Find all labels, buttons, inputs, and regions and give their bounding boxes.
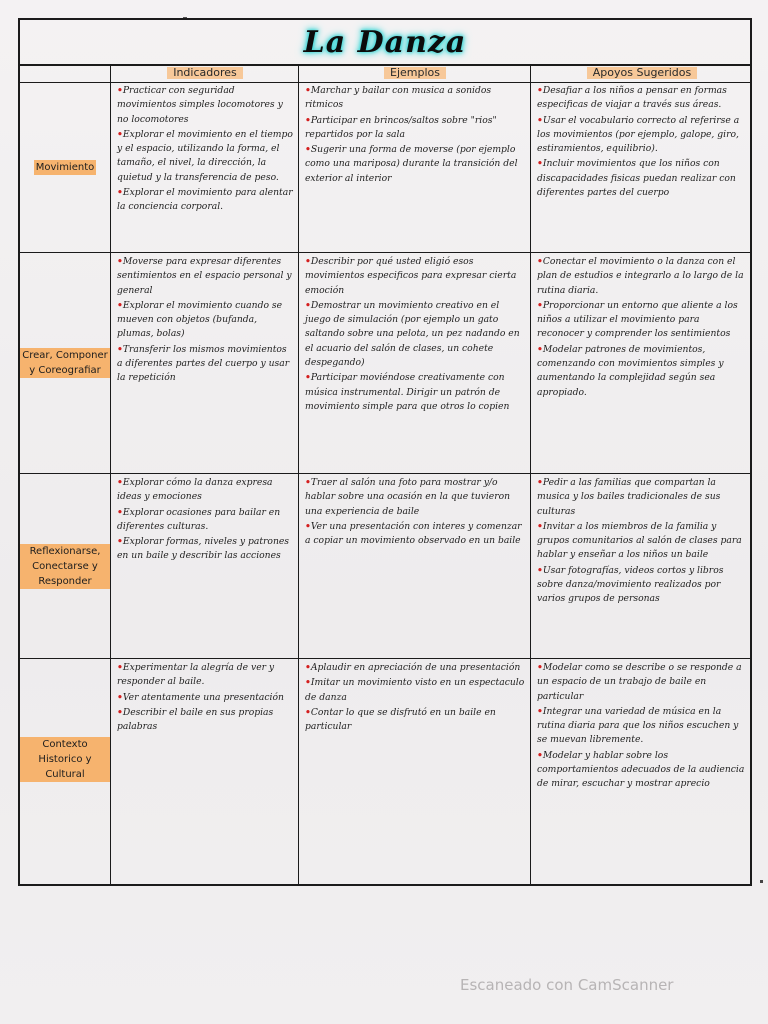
list-item: •Pedir a las familias que compartan la musica y los bailes tradicionales de sus culturas [537, 477, 721, 517]
column-divider [530, 64, 531, 884]
list-item: •Integrar una variedad de música en la rutina diaria para que los niños escuchen y se muevan libremente. [537, 705, 739, 746]
header-indicadores-label: Indicadores [167, 67, 243, 79]
list-item: •Explorar el movimiento cuando se mueven con objetos (bufanda, plumas, bolas) [117, 299, 283, 340]
cell-indicadores [112, 82, 298, 252]
list-item: •Demostrar un movimiento creativo en el juego de simulación (por ejemplo un gato saltando sobre una pelota, un pez nadando en el acuario del salón de clases, un cohete despegando) [305, 299, 520, 369]
row-label-reflexionarse [20, 474, 110, 658]
list-item: •Marchar y bailar con musica a sonidos ritmicos [305, 85, 492, 111]
row-label-text: Reflexionarse, Conectarse y Responder [20, 544, 110, 589]
cell-apoyos [532, 253, 752, 473]
list-item: •Explorar el movimiento para alentar la conciencia corporal. [117, 187, 293, 213]
column-divider [298, 64, 299, 884]
list-item: •Contar lo que se disfrutó en un baile en particular [305, 706, 496, 733]
title-row [20, 20, 750, 66]
list-item: •Usar el vocabulario correcto al referirse a los movimientos (por ejemplo, galope, giro, estiramientos, equilibrio). [537, 114, 740, 155]
list-item: •Imitar un movimiento visto en un espectaculo de danza [305, 677, 525, 703]
list-item: •Transferir los mismos movimientos a diferentes partes del cuerpo y usar la repetición [117, 343, 290, 384]
list-item: •Describir el baile en sus propias palabras [117, 706, 274, 733]
list-item: •Proporcionar un entorno que aliente a los niños a utilizar el movimiento para reconocer y comprender los sentimientos [537, 299, 738, 340]
cell-indicadores [112, 474, 298, 658]
list-item: •Desafiar a los niños a pensar en formas especificas de viajar a través sus áreas. [537, 85, 727, 111]
scanner-watermark: Escaneado con CamScanner [460, 976, 674, 994]
list-item: •Ver una presentación con interes y comenzar a copiar un movimiento observado en un baile [305, 520, 522, 547]
cell-indicadores [112, 253, 298, 473]
list-item: •Participar moviéndose creativamente con música instrumental. Dirigir un patrón de movimiento simple para que otros lo copien [305, 372, 510, 412]
cell-ejemplos [300, 82, 530, 252]
row-label-text: Contexto Historico y Cultural [20, 737, 110, 782]
list-item: •Describir por qué usted eligió esos movimientos especificos para expresar cierta emoción [305, 256, 517, 296]
list-item: •Practicar con seguridad movimientos simples locomotores y no locomotores [117, 85, 283, 125]
list-item: •Modelar como se describe o se responde a un espacio de un trabajo de baile en particular [537, 662, 742, 702]
list-item: •Traer al salón una foto para mostrar y/o hablar sobre una ocasión en la que tuvieron una experiencia de baile [305, 477, 511, 517]
cell-indicadores [112, 659, 298, 884]
header-apoyos-label: Apoyos Sugeridos [587, 67, 697, 79]
cell-ejemplos [300, 659, 530, 884]
header-indicadores [112, 64, 298, 82]
list-item: •Moverse para expresar diferentes sentimientos en el espacio personal y general [117, 256, 292, 296]
cell-apoyos [532, 659, 752, 884]
header-ejemplos-label: Ejemplos [384, 67, 446, 79]
list-item: •Participar en brincos/saltos sobre "rios" repartidos por la sala [305, 114, 497, 140]
cell-apoyos [532, 474, 752, 658]
list-item: •Ver atentamente una presentación [117, 691, 284, 703]
cell-ejemplos [300, 253, 530, 473]
list-item: •Experimentar la alegría de ver y responder al baile. [117, 662, 275, 688]
list-item: •Explorar el movimiento en el tiempo y el espacio, utilizando la forma, el tamaño, el nivel, la dirección, la quietud y la transferencia de peso. [117, 128, 293, 183]
cell-apoyos [532, 82, 752, 252]
row-label-text: Crear, Componer y Coreografiar [20, 348, 110, 378]
list-item: •Aplaudir en apreciación de una presentación [305, 662, 521, 673]
row-label-movimiento [20, 82, 110, 252]
header-row [20, 64, 750, 83]
header-ejemplos [300, 64, 530, 82]
cell-ejemplos [300, 474, 530, 658]
dance-table [18, 18, 752, 886]
list-item: •Explorar cómo la danza expresa ideas y emociones [117, 477, 273, 503]
list-item: •Modelar y hablar sobre los comportamientos adecuados de la audiencia de mirar, escuchar y mostrar aprecio [537, 749, 745, 790]
list-item: •Incluir movimientos que los niños con discapacidades fisicas puedan realizar con diferentes partes del cuerpo [537, 158, 736, 199]
row-label-text: Movimiento [35, 161, 95, 173]
page-title: La Danza [303, 24, 467, 60]
list-item: •Modelar patrones de movimientos, comenzando con movimientos simples y aumentando la complejidad según sea apropiado. [537, 343, 724, 398]
list-item: •Sugerir una forma de moverse (por ejemplo como una mariposa) durante la transición del exterior al interior [305, 144, 518, 184]
row-label-crear [20, 253, 110, 473]
header-apoyos [532, 64, 752, 82]
row-label-contexto [20, 659, 110, 859]
column-divider [110, 64, 111, 884]
list-item: •Invitar a los miembros de la familia y grupos comunitarios al salón de clases para hablar y enseñar a los niños un baile [537, 520, 742, 561]
list-item: •Conectar el movimiento o la danza con el plan de estudios e integrarlo a lo largo de la rutina diaria. [537, 256, 744, 296]
scan-mark [760, 880, 763, 883]
list-item: •Usar fotografías, videos cortos y libros sobre danza/movimiento realizados por varios grupos de personas [537, 564, 724, 605]
list-item: •Explorar ocasiones para bailar en diferentes culturas. [117, 506, 281, 532]
list-item: •Explorar formas, niveles y patrones en un baile y describir las acciones [117, 536, 290, 562]
